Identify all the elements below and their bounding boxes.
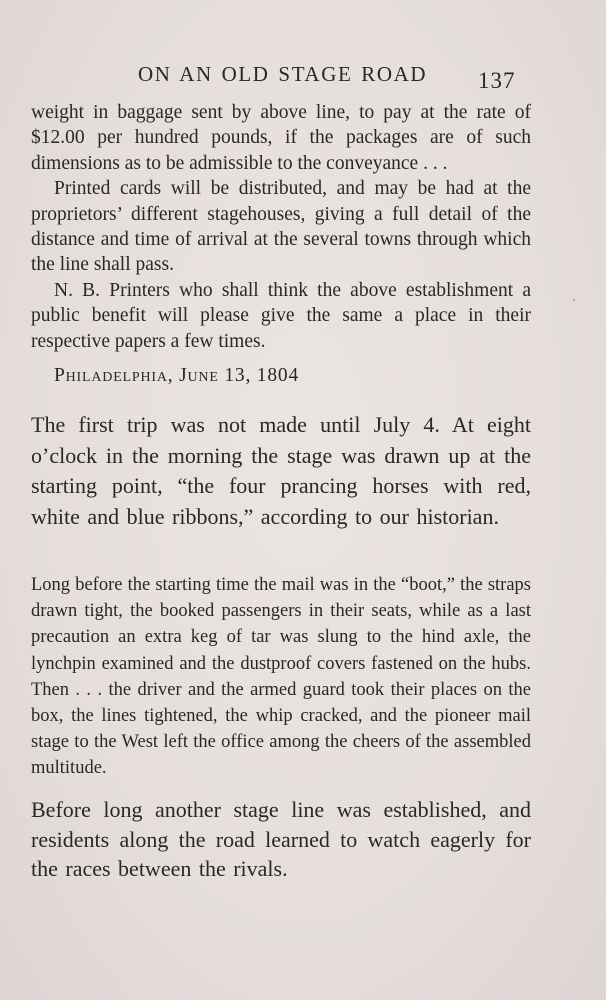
running-head: [0, 62, 606, 92]
page-number: 137: [478, 68, 516, 93]
narrative-paragraph-rival-line: [31, 795, 531, 884]
notice-dateline: Philadelphia, June 13, 1804: [54, 365, 299, 386]
notice-paragraph-cards: Printed cards will be distributed, and may be had at the proprietors’ different stagehouses, giving a full detail of the distance and time of arrival at the several towns through which the line shall pass.: [31, 178, 531, 276]
notice-paragraph-printers: N. B. Printers who shall think the above establishment a public benefit will please give the same a place in their respective papers a few times.: [31, 279, 531, 352]
notice-paragraph-baggage: weight in baggage sent by above line, to pay at the rate of $12.00 per hundred pounds, if the packages are of such dimensions as to be admissible to the conveyance . . .: [31, 102, 531, 174]
paragraph-text: Before long another stage line was established, and residents along the road learned to watch eagerly for the races between the rivals.: [31, 797, 531, 881]
quoted-notice: [31, 100, 531, 354]
narrative-paragraph-first-trip: [31, 410, 531, 532]
running-title: ON AN OLD STAGE ROAD: [138, 62, 428, 86]
paragraph-text: The first trip was not made until July 4. At eight o’clock in the morning the stage was drawn up at the starting point, “the four prancing horses with red, white and blue ribbons,” according to our historian.: [31, 412, 531, 529]
narrative-quote-departure: [31, 572, 531, 782]
paper-speck: [573, 299, 575, 301]
paragraph-text: Long before the starting time the mail was in the “boot,” the straps drawn tight, the booked passengers in their seats, while as a last precaution an extra keg of tar was slung to the hind axle, the lynchpin examined and the dustproof covers fastened on the hubs. Then . . . the driver and the armed guard took their places on the box, the lines tightened, the whip cracked, and the pioneer mail stage to the West left the office among the cheers of the assembled multitude.: [31, 575, 531, 779]
